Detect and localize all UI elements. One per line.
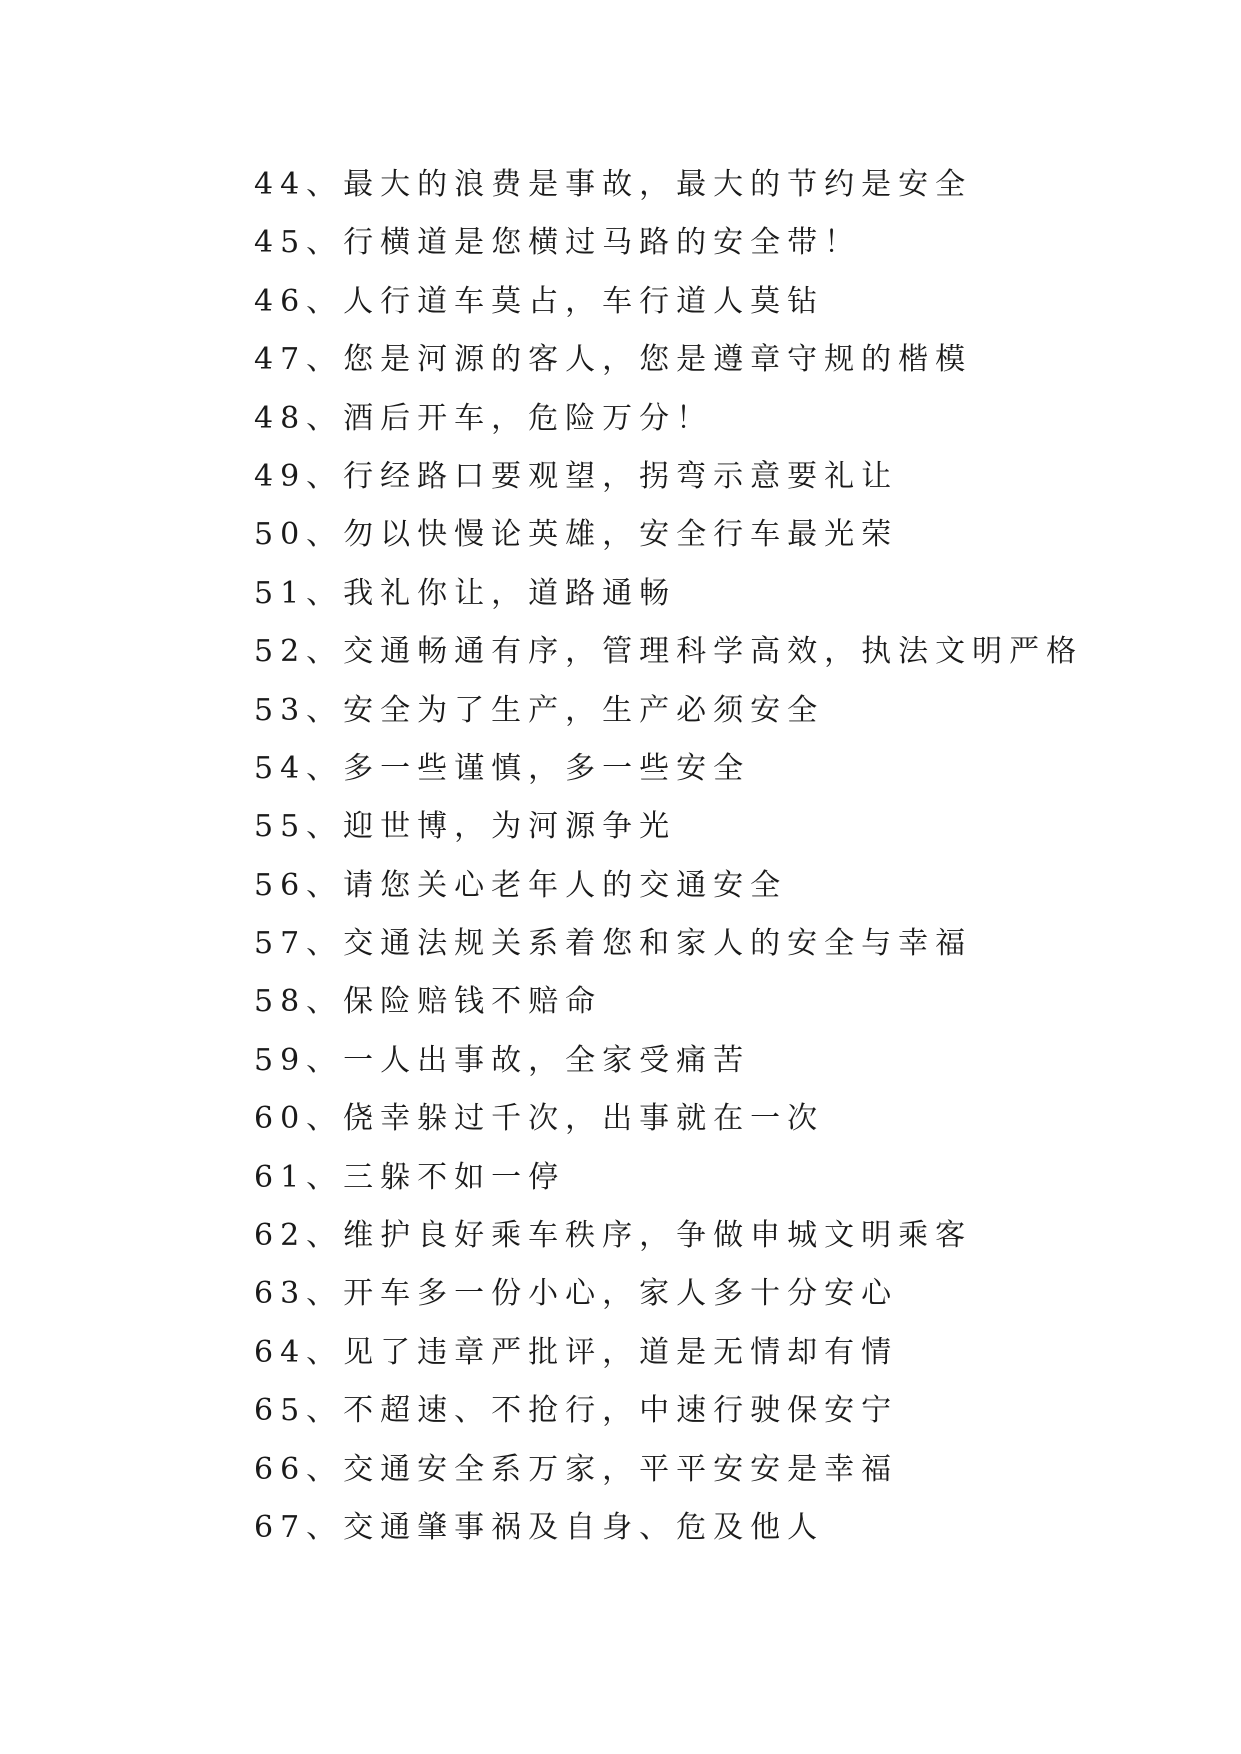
slogan-line: 67、交通肇事祸及自身、危及他人 [254, 1509, 825, 1545]
slogan-line: 59、一人出事故，全家受痛苦 [254, 1042, 751, 1078]
slogan-line: 55、迎世博，为河源争光 [254, 809, 677, 845]
slogan-line: 48、酒后开车，危险万分！ [254, 400, 714, 436]
slogan-line: 58、保险赔钱不赔命 [254, 984, 603, 1020]
slogan-line: 57、交通法规关系着您和家人的安全与幸福 [254, 926, 973, 962]
slogan-line: 45、行横道是您横过马路的安全带！ [254, 225, 862, 261]
slogan-line: 52、交通畅通有序，管理科学高效，执法文明严格 [254, 634, 1084, 670]
slogan-line: 49、行经路口要观望，拐弯示意要礼让 [254, 458, 899, 494]
slogan-line: 62、维护良好乘车秩序，争做申城文明乘客 [254, 1218, 973, 1254]
slogan-line: 47、您是河源的客人，您是遵章守规的楷模 [254, 342, 973, 378]
slogan-line: 54、多一些谨慎，多一些安全 [254, 750, 751, 786]
slogan-line: 61、三躲不如一停 [254, 1159, 566, 1195]
slogan-line: 60、侥幸躲过千次，出事就在一次 [254, 1101, 825, 1137]
slogan-line: 50、勿以快慢论英雄，安全行车最光荣 [254, 517, 899, 553]
slogan-line: 44、最大的浪费是事故，最大的节约是安全 [254, 167, 973, 202]
slogan-line: 51、我礼你让，道路通畅 [254, 575, 677, 611]
slogan-line: 46、人行道车莫占，车行道人莫钻 [254, 283, 825, 319]
slogan-line: 65、不超速、不抢行，中速行驶保安宁 [254, 1393, 899, 1429]
slogan-line: 56、请您关心老年人的交通安全 [254, 867, 788, 903]
slogan-line: 64、见了违章严批评，道是无情却有情 [254, 1334, 899, 1370]
slogan-line: 53、安全为了生产，生产必须安全 [254, 692, 825, 728]
slogan-line: 63、开车多一份小心，家人多十分安心 [254, 1276, 899, 1312]
slogan-line: 66、交通安全系万家，平平安安是幸福 [254, 1451, 899, 1487]
slogan-list [254, 156, 1154, 1557]
